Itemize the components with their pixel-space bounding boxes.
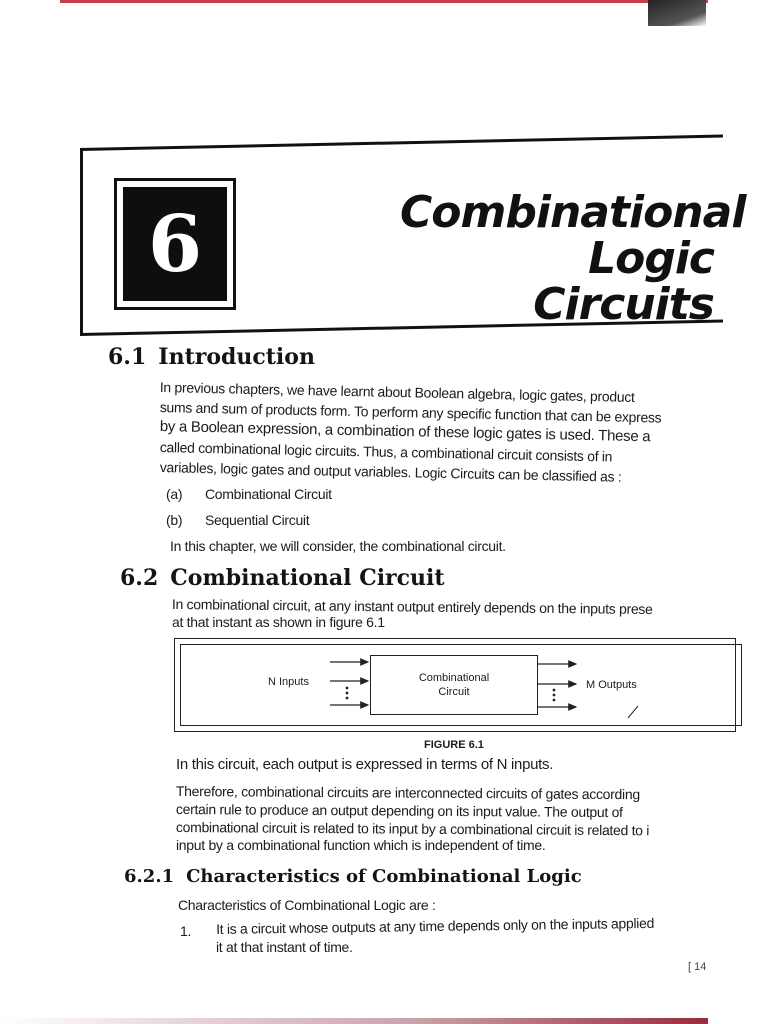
list-item-marker: (b) [166, 512, 183, 528]
outputs-label: M Outputs [586, 679, 637, 691]
paragraph-line: In this circuit, each output is expressed in terms of N inputs. [176, 756, 554, 773]
section-number: 6.1 [108, 344, 147, 370]
block-label-line1: Combinational [418, 672, 490, 684]
paragraph-line: In previous chapters, we have learnt about Boolean algebra, logic gates, product [159, 378, 635, 405]
combinational-circuit-block [370, 655, 538, 715]
section-title: Characteristics of Combinational Logic [186, 866, 582, 887]
chapter-number: 6 [123, 187, 227, 301]
paragraph-line: Therefore, combinational circuits are interconnected circuits of gates according [175, 783, 640, 803]
block-label-line2: Circuit [438, 686, 470, 698]
figure-caption: FIGURE 6.1 [424, 739, 484, 751]
section-title: Combinational Circuit [170, 565, 445, 591]
paragraph-line: variables, logic gates and output variables. Logic Circuits can be classified as : [159, 458, 622, 485]
paragraph-line: Characteristics of Combinational Logic are : [178, 897, 436, 913]
paragraph-line: certain rule to produce an output depending on its input value. The output of [175, 801, 623, 821]
paragraph-line: at that instant as shown in figure 6.1 [172, 614, 385, 630]
paragraph-line: In combinational circuit, at any instant output entirely depends on the inputs prese [171, 595, 653, 618]
pen-mark [628, 706, 638, 718]
list-item: Combinational Circuit [205, 486, 332, 502]
chapter-title-line1: Combinational [400, 187, 746, 238]
paragraph-line: by a Boolean expression, a combination of these logic gates is used. These a [159, 418, 651, 446]
paragraph-line: called combinational logic circuits. Thus, a combinational circuit consists of in [159, 438, 613, 465]
paragraph-line: combinational circuit is related to its input by a combinational circuit is related to i [175, 819, 650, 839]
paragraph-line: input by a combinational function which is independent of time. [176, 837, 546, 853]
list-item-marker: 1. [180, 923, 192, 939]
page-number: [ 14 [688, 961, 707, 973]
section-title: Introduction [158, 344, 315, 370]
list-item: Sequential Circuit [205, 512, 310, 528]
section-number: 6.2 [120, 565, 159, 591]
list-item-marker: (a) [166, 486, 183, 502]
list-item: it at that instant of time. [216, 939, 353, 955]
list-item: It is a circuit whose outputs at any time depends only on the inputs applied [216, 914, 655, 937]
section-heading-6-2-1 [124, 866, 582, 887]
inputs-label: N Inputs [268, 676, 309, 688]
paragraph-line: In this chapter, we will consider, the combinational circuit. [170, 538, 506, 554]
paragraph-line: sums and sum of products form. To perform any specific function that can be express [159, 398, 662, 426]
chapter-title-line2: Logic Circuits [533, 233, 714, 331]
section-number: 6.2.1 [124, 866, 175, 887]
page-bottom-edge [0, 1018, 708, 1024]
